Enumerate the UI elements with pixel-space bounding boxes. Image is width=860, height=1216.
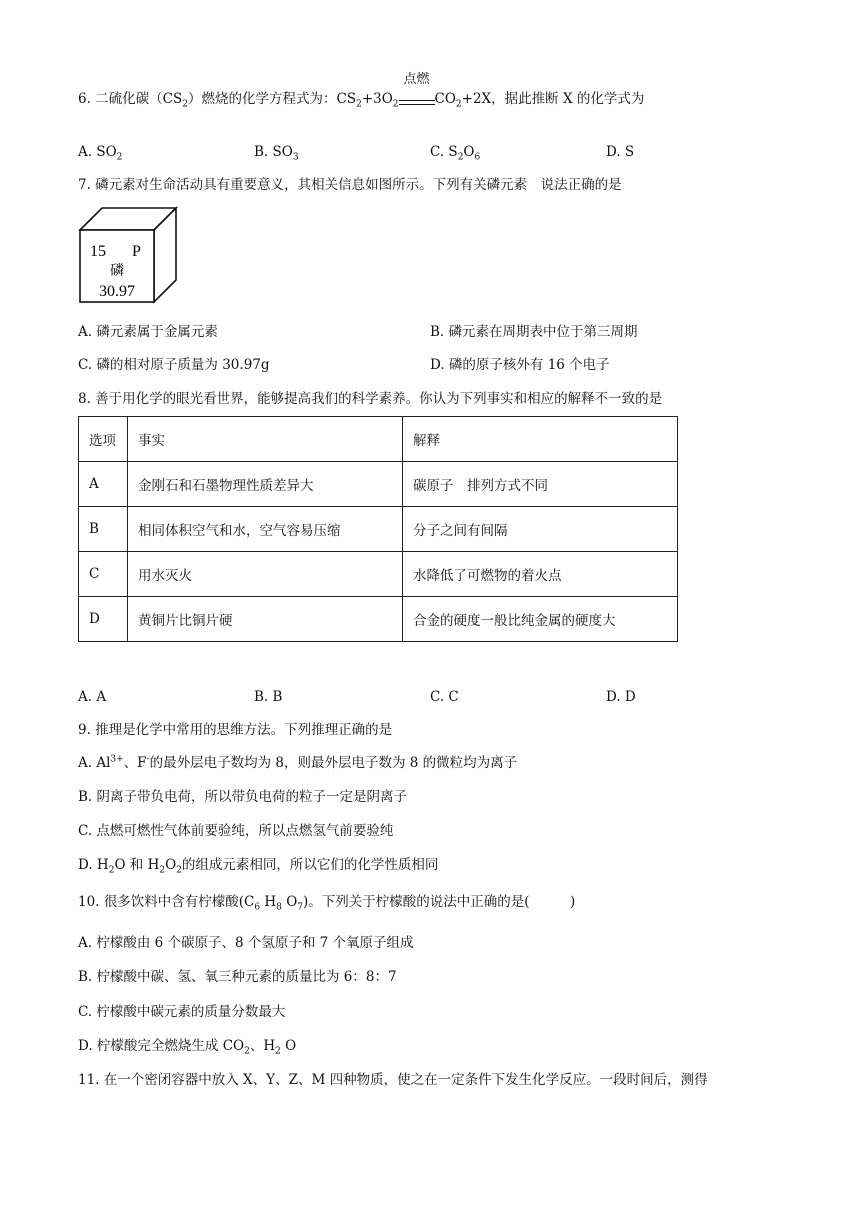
- q9-option-b: B. 阴离子带负电荷，所以带负电荷的粒子一定是阴离子: [78, 789, 408, 805]
- q10-option-c: C. 柠檬酸中碳元素的质量分数最大: [78, 1004, 286, 1020]
- facts-table: [78, 416, 678, 642]
- row-d-fact: 黄铜片比铜片硬: [128, 597, 403, 642]
- q8-option-d: D. D: [606, 689, 636, 705]
- element-name: 磷: [110, 263, 124, 279]
- q10-option-b: B. 柠檬酸中碳、氢、氧三种元素的质量比为 6：8：7: [78, 969, 397, 985]
- q7-option-b: B. 磷元素在周期表中位于第三周期: [430, 324, 638, 340]
- q8-option-a: A. A: [78, 689, 107, 705]
- phosphorus-element-card: [78, 206, 178, 304]
- q6-option-c: C. $S_2O_6$: [430, 144, 481, 163]
- q6-option-a: A. $SO_2$: [78, 144, 123, 163]
- question-11-stem: 11. 在一个密闭容器中放入 X、Y、Z、M 四种物质，使之在一定条件下发生化学反应。一段时间后，测得: [78, 1072, 708, 1088]
- row-c-explanation: 水降低了可燃物的着火点: [403, 552, 678, 597]
- atomic-number: 15: [90, 243, 106, 260]
- q7-option-a: A. 磷元素属于金属元素: [78, 324, 218, 340]
- table-row: [79, 597, 678, 642]
- row-b-option: B: [79, 507, 128, 552]
- row-a-fact: 金刚石和石墨物理性质差异大: [128, 462, 403, 507]
- q9-option-c: C. 点燃可燃性气体前要验纯，所以点燃氢气前要验纯: [78, 823, 394, 839]
- header-option: 选项: [79, 417, 128, 462]
- q10-option-a: A. 柠檬酸由 6 个碳原子、8 个氢原子和 7 个氧原子组成: [78, 935, 414, 951]
- q7-option-d: D. 磷的原子核外有 16 个电子: [430, 357, 610, 373]
- row-a-option: A: [79, 462, 128, 507]
- reaction-condition: 点燃: [399, 91, 435, 109]
- question-9-stem: 9. 推理是化学中常用的思维方法。下列推理正确的是: [78, 722, 393, 738]
- row-d-explanation: 合金的硬度一般比纯金属的硬度大: [403, 597, 678, 642]
- q10-option-d: D. 柠檬酸完全燃烧生成 $CO_2$、$H_2$ O: [78, 1038, 297, 1057]
- row-c-option: C: [79, 552, 128, 597]
- q6-option-b: B. $SO_3$: [254, 144, 299, 163]
- q7-option-c: C. 磷的相对原子质量为 30.97g: [78, 357, 270, 373]
- q6-option-d: D. S: [606, 144, 635, 160]
- row-a-explanation: 碳原子 排列方式不同: [403, 462, 678, 507]
- table-row: [79, 552, 678, 597]
- row-b-fact: 相同体积空气和水，空气容易压缩: [128, 507, 403, 552]
- q9-option-a: A. $Al^{3+}$、F-的最外层电子数均为 8，则最外层电子数为 8 的微粒均为离子: [78, 754, 518, 771]
- q8-option-c: C. C: [430, 689, 459, 705]
- header-explanation: 解释: [403, 417, 678, 462]
- table-row: [79, 462, 678, 507]
- atomic-mass: 30.97: [99, 283, 135, 300]
- row-d-option: D: [79, 597, 128, 642]
- question-10-stem: 10. 很多饮料中含有柠檬酸($C_6$ $H_8$ $O_7$)。下列关于柠檬酸的说法中正确的是( ): [78, 894, 576, 913]
- element-symbol: P: [132, 243, 141, 260]
- question-6-stem: 6. 二硫化碳$(CS_2)$燃烧的化学方程式为：$CS_2+3O_2$ 点燃 $CO_2+2X$，据此推断 X 的化学式为: [78, 71, 645, 110]
- table-header-row: [79, 417, 678, 462]
- row-b-explanation: 分子之间有间隔: [403, 507, 678, 552]
- table-row: [79, 507, 678, 552]
- row-c-fact: 用水灭火: [128, 552, 403, 597]
- q8-option-b: B. B: [254, 689, 283, 705]
- question-8-stem: 8. 善于用化学的眼光看世界，能够提高我们的科学素养。你认为下列事实和相应的解释不一致的是: [78, 391, 663, 407]
- header-fact: 事实: [128, 417, 403, 462]
- q9-option-d: D. $H_2O$ 和 $H_2O_2$的组成元素相同，所以它们的化学性质相同: [78, 857, 439, 876]
- question-7-stem: 7. 磷元素对生命活动具有重要意义，其相关信息如图所示。下列有关磷元素 说法正确的是: [78, 177, 622, 193]
